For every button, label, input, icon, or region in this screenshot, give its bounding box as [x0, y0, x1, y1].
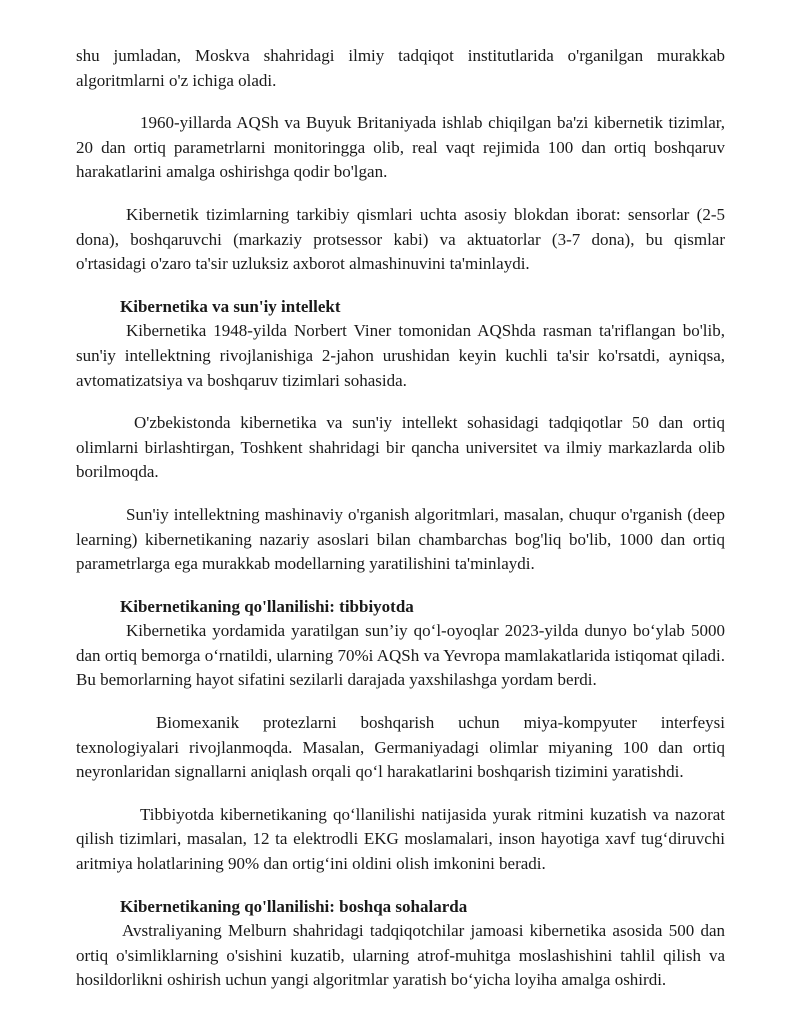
paragraph: Kibernetik tizimlarning tarkibiy qismlari uchta asosiy blokdan iborat: sensorlar (2-5 dona), boshqaruvchi (markaziy protsessor kabi) va aktuatorlar (3-7 dona), bu qismlar o'rtasidagi o'zaro ta'sir uzluksiz axborot almashinuvini ta'minlaydi. — [76, 204, 725, 274]
paragraph: O'zbekistonda kibernetika va sun'iy intellekt sohasidagi tadqiqotlar 50 dan ortiq olimlarni birlashtirgan, Toshkent shahridagi bir qancha universitet va ilmiy markazlarda olib borilmoqda. — [76, 413, 725, 482]
paragraph: 1960-yillarda AQSh va Buyuk Britaniyada ishlab chiqilgan ba'zi kibernetik tizimlar, 20 dan ortiq parametrlarni monitoringga olib, real vaqt rejimida 100 dan ortiq boshqaruv harakatlarini amalga oshirishga qodir bo'lgan. — [76, 113, 725, 182]
paragraph: Kibernetika 1948-yilda Norbert Viner tomonidan AQShda rasman ta'riflangan bo'lib, sun'iy intellektning rivojlanishiga 2-jahon urushidan keyin kuchli ta'sir ko'rsatdi, ayniqsa, avtomatizatsiya va boshqaruv tizimlari sohasida. — [76, 321, 725, 390]
paragraph: Kibernetika yordamida yaratilgan sun’iy qo‘l-oyoqlar 2023-yilda dunyo bo‘ylab 5000 dan ortiq bemorga o‘rnatildi, ularning 70%i AQSh va Yevropa mamlakatlarida istiqomat qiladi. Bu bemorlarning hayot sifatini sezilarli darajada yaxshilashga yordam berdi. — [76, 621, 725, 690]
paragraph: Avstraliyaning Melburn shahridagi tadqiqotchilar jamoasi kibernetika asosida 500 dan ortiq o'simliklarning o'sishini kuzatib, ularning atrof-muhitga moslashishini tahlil qilish va hosildorlikni oshirish uchun yangi algoritmlar yaratish bo‘yicha loyiha amalga oshirdi. — [76, 921, 725, 990]
section-heading: Kibernetikaning qo'llanilishi: boshqa sohalarda — [120, 896, 468, 916]
paragraph: Tibbiyotda kibernetikaning qo‘llanilishi natijasida yurak ritmini kuzatish va nazorat qilish tizimlari, masalan, 12 ta elektrodli EKG moslamalari, inson hayotiga xavf tug‘diruvchi aritmiya holatlarining 90% dan ortig‘ini oldini olish imkonini beradi. — [76, 804, 725, 874]
section-heading: Kibernetikaning qo'llanilishi: tibbiyotda — [120, 596, 414, 616]
section-heading: Kibernetika va sun'iy intellekt — [120, 296, 341, 316]
paragraph: Biomexanik protezlarni boshqarish uchun miya-kompyuter interfeysi texnologiyalari rivojlanmoqda. Masalan, Germaniyadagi olimlar miyaning 100 dan ortiq neyronlaridan signallarni aniqlash orqali qo‘l harakatlarini boshqarish tizimini yaratishdi. — [76, 713, 725, 782]
paragraph: Sun'iy intellektning mashinaviy o'rganish algoritmlari, masalan, chuqur o'rganish (deep learning) kibernetikaning nazariy asoslari bilan chambarchas bog'liq bo'lib, 1000 dan ortiq parametrlarga ega murakkab modellarning yaratilishini ta'minlaydi. — [76, 504, 725, 574]
paragraph: shu jumladan, Moskva shahridagi ilmiy tadqiqot institutlarida o'rganilgan murakkab algoritmlarni o'z ichiga oladi. — [76, 46, 725, 90]
